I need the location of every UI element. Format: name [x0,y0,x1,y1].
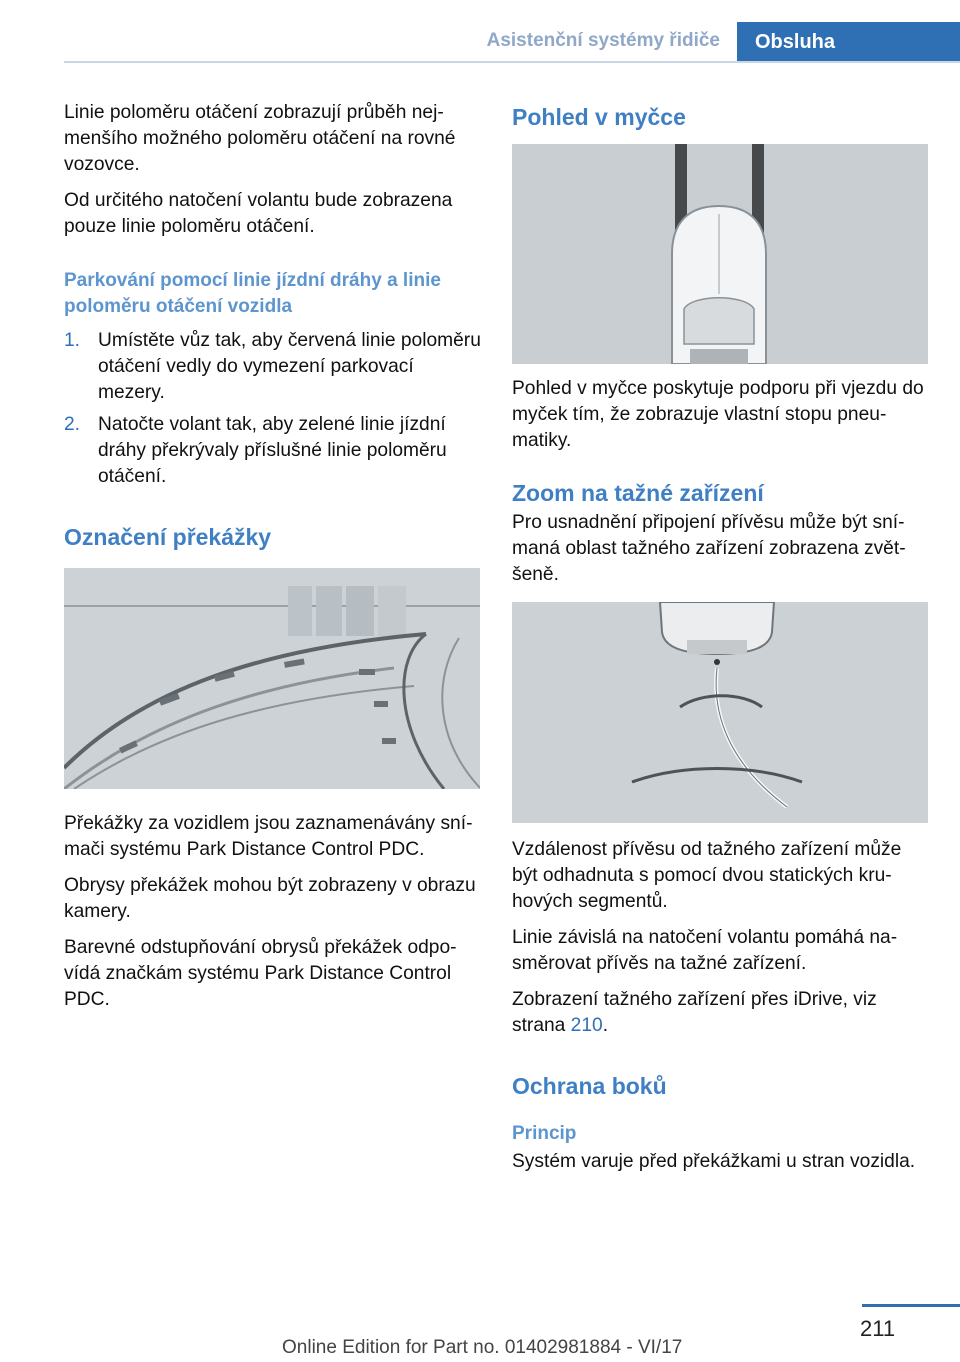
footer-rule [862,1304,960,1307]
step-number: 1. [64,330,81,351]
header-rule [64,61,960,63]
subheading-parking: Parkování pomocí linie jízdní dráhy a linie poloměru otáčení vozidla [64,270,441,317]
step-text: Natočte volant tak, aby zelené linie jízdní dráhy překrývaly příslušné linie poloměru otáčení. [98,414,447,487]
paragraph: Obrysy překážek mohou být zobrazeny v obrazu kamery. [64,875,476,922]
list-item [64,328,484,406]
heading-side-protection: Ochrana boků [512,1073,667,1099]
left-column [64,100,484,1023]
heading-obstacle-marking: Označení překážky [64,524,272,550]
paragraph: Systém varuje před překážkami u stran vozidla. [512,1151,916,1172]
heading-hitch-zoom: Zoom na tažné zařízení [512,480,764,506]
page-number: 211 [860,1316,896,1341]
paragraph: Linie poloměru otáčení zobrazují průběh nejmenšího možného poloměru otáčení na rovné vozovce. [64,102,456,175]
steps-list [64,328,484,490]
step-number: 2. [64,414,81,435]
idrive-text: Zobrazení tažného zařízení přes iDrive, viz strana [512,989,877,1036]
subheading-principle: Princip [512,1123,577,1144]
step-text: Umístěte vůz tak, aby červená linie poloměru otáčení vedly do vymezení parkovací mezery. [98,330,481,403]
paragraph: Barevné odstupňování obrysů překážek odpovídá značkám systému Park Distance Control PDC. [64,937,457,1010]
paragraph: Od určitého natočení volantu bude zobrazena pouze linie poloměru otáčení. [64,190,453,237]
paragraph: Pro usnadnění připojení přívěsu může být snímaná oblast tažného zařízení zobrazena zvětšeně. [512,512,906,585]
paragraph: Vzdálenost přívěsu od tažného zařízení může být odhadnuta s pomocí dvou statických kruhových segmentů. [512,839,902,912]
car-wash-view-illustration [512,144,928,364]
page-reference-link[interactable]: 210 [570,1015,603,1036]
idrive-text-end: . [602,1015,609,1036]
obstacle-marking-illustration [64,568,480,789]
paragraph-idrive [512,987,932,1039]
heading-car-wash-view: Pohled v myčce [512,104,686,130]
right-column [512,100,932,1185]
edition-footer: Online Edition for Part no. 01402981884 - VI/17 [282,1337,683,1358]
header-section-title: Asistenční systémy řidiče [486,30,720,51]
list-item [64,412,484,490]
paragraph: Překážky za vozidlem jsou zaznamenávány snímači systému Park Distance Control PDC. [64,813,473,860]
hitch-zoom-illustration [512,602,928,823]
paragraph: Linie závislá na natočení volantu pomáhá nasměrovat přívěs na tažné zařízení. [512,927,898,974]
paragraph: Pohled v myčce poskytuje podporu při vjezdu do myček tím, že zobrazuje vlastní stopu pneumatiky. [512,378,924,451]
header-chapter-tab: Obsluha [737,22,960,63]
